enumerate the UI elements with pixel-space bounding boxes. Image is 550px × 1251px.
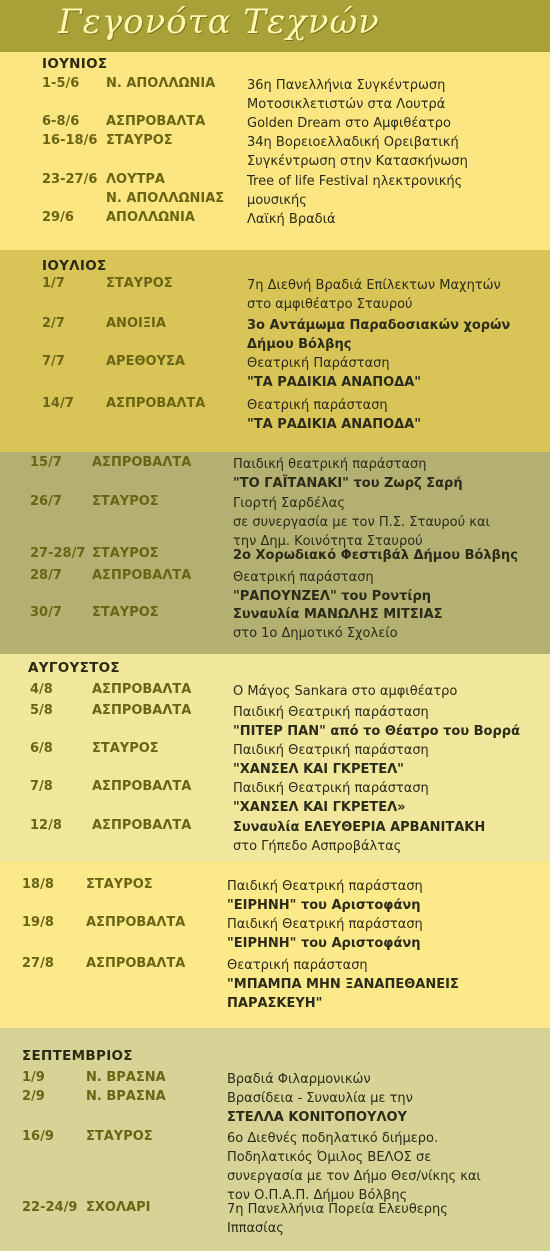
event-description-line: Βρασίδεια - Συναυλία με την xyxy=(227,1091,413,1106)
event-description xyxy=(247,354,421,392)
event-description-line: Παιδική Θεατρική παράσταση xyxy=(227,917,423,932)
event-date: 15/7 xyxy=(30,455,62,470)
event-date: 27-28/7 xyxy=(30,546,86,561)
event-description-line: Θεατρική παράσταση xyxy=(247,398,388,413)
event-place: ΑΣΠΡΟΒΑΛΤΑ xyxy=(92,568,192,583)
event-description-line: 7η Διεθνή Βραδιά Επίλεκτων Μαχητών xyxy=(247,278,501,293)
event-date: 2/7 xyxy=(42,316,65,331)
event-date: 28/7 xyxy=(30,568,62,583)
event-description-line: συνεργασία με τον Δήμο Θεσ/νίκης και xyxy=(227,1169,481,1184)
event-date: 12/8 xyxy=(30,818,62,833)
event-date: 29/6 xyxy=(42,210,74,225)
event-place: ΛΟΥΤΡΑ xyxy=(106,172,165,187)
event-place: ΣΧΟΛΑΡΙ xyxy=(86,1200,151,1215)
event-description xyxy=(247,210,336,229)
event-description-line: Ιππασίας xyxy=(227,1221,284,1236)
event-description xyxy=(233,779,429,817)
event-description-line: "ΕΙΡΗΝΗ" του Αριστοφάνη xyxy=(227,936,421,951)
event-description xyxy=(227,956,459,1013)
event-date: 1-5/6 xyxy=(42,76,80,91)
month-heading: ΙΟΥΝΙΟΣ xyxy=(42,56,108,72)
event-description-line: "ΠΙΤΕΡ ΠΑΝ" από το Θέατρο του Βορρά xyxy=(233,724,521,739)
event-description xyxy=(233,546,518,565)
event-description-line: στο Γήπεδο Ασπροβάλτας xyxy=(233,839,402,854)
event-date: 1/9 xyxy=(22,1070,45,1085)
event-description xyxy=(247,114,451,133)
event-date: 27/8 xyxy=(22,956,54,971)
event-description xyxy=(247,172,462,210)
event-place: ΑΣΠΡΟΒΑΛΤΑ xyxy=(92,779,192,794)
event-description-line: Golden Dream στο Αμφιθέατρο xyxy=(247,116,451,131)
event-description-line: Παιδική Θεατρική παράσταση xyxy=(233,705,429,720)
event-description xyxy=(247,76,445,114)
event-description xyxy=(227,1129,481,1205)
event-date: 18/8 xyxy=(22,877,54,892)
event-description-line: "ΧΑΝΣΕΛ ΚΑΙ ΓΚΡΕΤΕΛ» xyxy=(233,800,406,815)
event-description xyxy=(227,1070,371,1089)
event-description xyxy=(233,818,485,856)
event-date: 7/8 xyxy=(30,779,53,794)
event-description-line: Παιδική θεατρική παράσταση xyxy=(233,457,427,472)
event-place: ΑΠΟΛΛΩΝΙΑ xyxy=(106,210,195,225)
event-description xyxy=(227,1089,413,1127)
event-description xyxy=(233,568,431,606)
event-description-line: Μοτοσικλετιστών στα Λουτρά xyxy=(247,97,446,112)
event-date: 16/9 xyxy=(22,1129,54,1144)
event-place: ΑΣΠΡΟΒΑΛΤΑ xyxy=(92,818,192,833)
event-place: ΣΤΑΥΡΟΣ xyxy=(106,133,173,148)
event-description-line: σε συνεργασία με τον Π.Σ. Σταυρού και xyxy=(233,515,490,530)
event-description-line: "ΤΑ ΡΑΔΙΚΙΑ ΑΝΑΠΟΔΑ" xyxy=(247,417,422,432)
event-description xyxy=(233,682,457,701)
event-description-line: μουσικής xyxy=(247,193,307,208)
event-place: Ν. ΒΡΑΣΝΑ xyxy=(86,1089,166,1104)
event-description xyxy=(233,605,443,643)
event-date: 19/8 xyxy=(22,915,54,930)
event-place: ΑΣΠΡΟΒΑΛΤΑ xyxy=(92,703,192,718)
event-description-line: ΣΤΕΛΛΑ ΚΟΝΙΤΟΠΟΥΛΟΥ xyxy=(227,1110,407,1125)
event-date: 2/9 xyxy=(22,1089,45,1104)
event-date: 7/7 xyxy=(42,354,65,369)
event-date: 30/7 xyxy=(30,605,62,620)
event-description xyxy=(247,133,468,171)
event-description xyxy=(233,741,429,779)
event-description-line: Ποδηλατικός Όμιλος ΒΕΛΟΣ σε xyxy=(227,1150,432,1165)
event-description-line: την Δημ. Κοινότητα Σταυρού xyxy=(233,534,423,549)
event-place: ΣΤΑΥΡΟΣ xyxy=(106,276,173,291)
event-place: ΑΣΠΡΟΒΑΛΤΑ xyxy=(106,396,206,411)
event-description xyxy=(247,276,501,314)
month-heading: ΣΕΠΤΕΜΒΡΙΟΣ xyxy=(22,1048,133,1064)
event-description xyxy=(233,494,490,551)
event-date: 14/7 xyxy=(42,396,74,411)
event-description-line: Λαϊκή Βραδιά xyxy=(247,212,336,227)
event-description-line: Δήμου Βόλβης xyxy=(247,337,352,352)
event-description xyxy=(233,703,520,741)
event-description-line: 36η Πανελλήνια Συγκέντρωση xyxy=(247,78,446,93)
event-description xyxy=(247,316,510,354)
event-description-line: 7η Πανελλήνια Πορεία Ελευθερης xyxy=(227,1202,448,1217)
event-description-line: Συναυλία ΕΛΕΥΘΕΡΙΑ ΑΡΒΑΝΙΤΑΚΗ xyxy=(233,820,486,835)
event-description-line: "ΕΙΡΗΝΗ" του Αριστοφάνη xyxy=(227,898,421,913)
event-description-line: ΠΑΡΑΣΚΕΥΗ" xyxy=(227,996,323,1011)
event-description-line: "ΧΑΝΣΕΛ ΚΑΙ ΓΚΡΕΤΕΛ" xyxy=(233,762,404,777)
event-date: 6-8/6 xyxy=(42,114,80,129)
event-description-line: Συγκέντρωση στην Κατασκήνωση xyxy=(247,154,468,169)
event-description xyxy=(227,1200,448,1238)
event-place: ΣΤΑΥΡΟΣ xyxy=(92,605,159,620)
event-place: Ν. ΑΠΟΛΛΩΝΙΑΣ xyxy=(106,191,225,206)
event-description-line: Παιδική Θεατρική παράσταση xyxy=(227,879,423,894)
event-description-line: Γιορτή Σαρδέλας xyxy=(233,496,345,511)
event-description-line: τον Ο.Π.Α.Π. Δήμου Βόλβης xyxy=(227,1188,408,1203)
poster-title: Γεγονότα Τεχνών xyxy=(58,2,380,42)
event-date: 26/7 xyxy=(30,494,62,509)
month-heading: ΑΥΓΟΥΣΤΟΣ xyxy=(28,660,120,676)
event-place: ΣΤΑΥΡΟΣ xyxy=(92,741,159,756)
event-description-line: στο αμφιθέατρο Σταυρού xyxy=(247,297,413,312)
event-place: Ν. ΒΡΑΣΝΑ xyxy=(86,1070,166,1085)
event-place: ΑΣΠΡΟΒΑΛΤΑ xyxy=(86,956,186,971)
event-description xyxy=(233,455,463,493)
event-description-line: Ο Μάγος Sankara στο αμφιθέατρο xyxy=(233,684,458,699)
event-date: 5/8 xyxy=(30,703,53,718)
event-place: ΑΣΠΡΟΒΑΛΤΑ xyxy=(106,114,206,129)
event-description-line: 6ο Διεθνές ποδηλατικό διήμερο. xyxy=(227,1131,439,1146)
event-description xyxy=(227,915,423,953)
event-date: 23-27/6 xyxy=(42,172,98,187)
event-description-line: 2ο Χορωδιακό Φεστιβάλ Δήμου Βόλβης xyxy=(233,548,518,563)
event-description-line: Θεατρική Παράσταση xyxy=(247,356,390,371)
event-place: ΑΝΟΙΞΙΑ xyxy=(106,316,166,331)
event-place: ΑΣΠΡΟΒΑΛΤΑ xyxy=(86,915,186,930)
event-description-line: Θεατρική παράσταση xyxy=(233,570,374,585)
event-date: 6/8 xyxy=(30,741,53,756)
event-description-line: Παιδική Θεατρική παράσταση xyxy=(233,743,429,758)
event-description-line: Θεατρική παράσταση xyxy=(227,958,368,973)
event-description-line: Παιδική Θεατρική παράσταση xyxy=(233,781,429,796)
event-place: ΣΤΑΥΡΟΣ xyxy=(92,546,159,561)
event-description-line: Βραδιά Φιλαρμονικών xyxy=(227,1072,371,1087)
event-place: ΑΡΕΘΟΥΣΑ xyxy=(106,354,185,369)
event-place: ΑΣΠΡΟΒΑΛΤΑ xyxy=(92,682,192,697)
event-date: 16-18/6 xyxy=(42,133,98,148)
event-description-line: "ΡΑΠΟΥΝΖΕΛ" του Ροντίρη xyxy=(233,589,432,604)
event-date: 4/8 xyxy=(30,682,53,697)
event-date: 22-24/9 xyxy=(22,1200,78,1215)
event-place: ΑΣΠΡΟΒΑΛΤΑ xyxy=(92,455,192,470)
month-heading: ΙΟΥΛΙΟΣ xyxy=(42,258,107,274)
event-place: Ν. ΑΠΟΛΛΩΝΙΑ xyxy=(106,76,216,91)
event-date: 1/7 xyxy=(42,276,65,291)
event-description xyxy=(227,877,423,915)
event-description-line: Συναυλία ΜΑΝΩΛΗΣ ΜΙΤΣΙΑΣ xyxy=(233,607,443,622)
event-description-line: "ΤΑ ΡΑΔΙΚΙΑ ΑΝΑΠΟΔΑ" xyxy=(247,375,422,390)
event-place: ΣΤΑΥΡΟΣ xyxy=(86,877,153,892)
event-description-line: 34η Βορειοελλαδική Ορειβατική xyxy=(247,135,459,150)
event-description-line: "ΜΠΑΜΠΑ ΜΗΝ ΞΑΝΑΠΕΘΑΝΕΙΣ xyxy=(227,977,459,992)
poster-header xyxy=(0,0,550,52)
event-description-line: "ΤΟ ΓΑΪΤΑΝΑΚΙ" του Ζωρζ Σαρή xyxy=(233,476,463,491)
event-place: ΣΤΑΥΡΟΣ xyxy=(92,494,159,509)
event-description-line: 3ο Αντάμωμα Παραδοσιακών χορών xyxy=(247,318,511,333)
event-place: ΣΤΑΥΡΟΣ xyxy=(86,1129,153,1144)
event-description-line: Tree of life Festival ηλεκτρονικής xyxy=(247,174,463,189)
event-description xyxy=(247,396,421,434)
event-description-line: στο 1ο Δημοτικό Σχολείο xyxy=(233,626,398,641)
